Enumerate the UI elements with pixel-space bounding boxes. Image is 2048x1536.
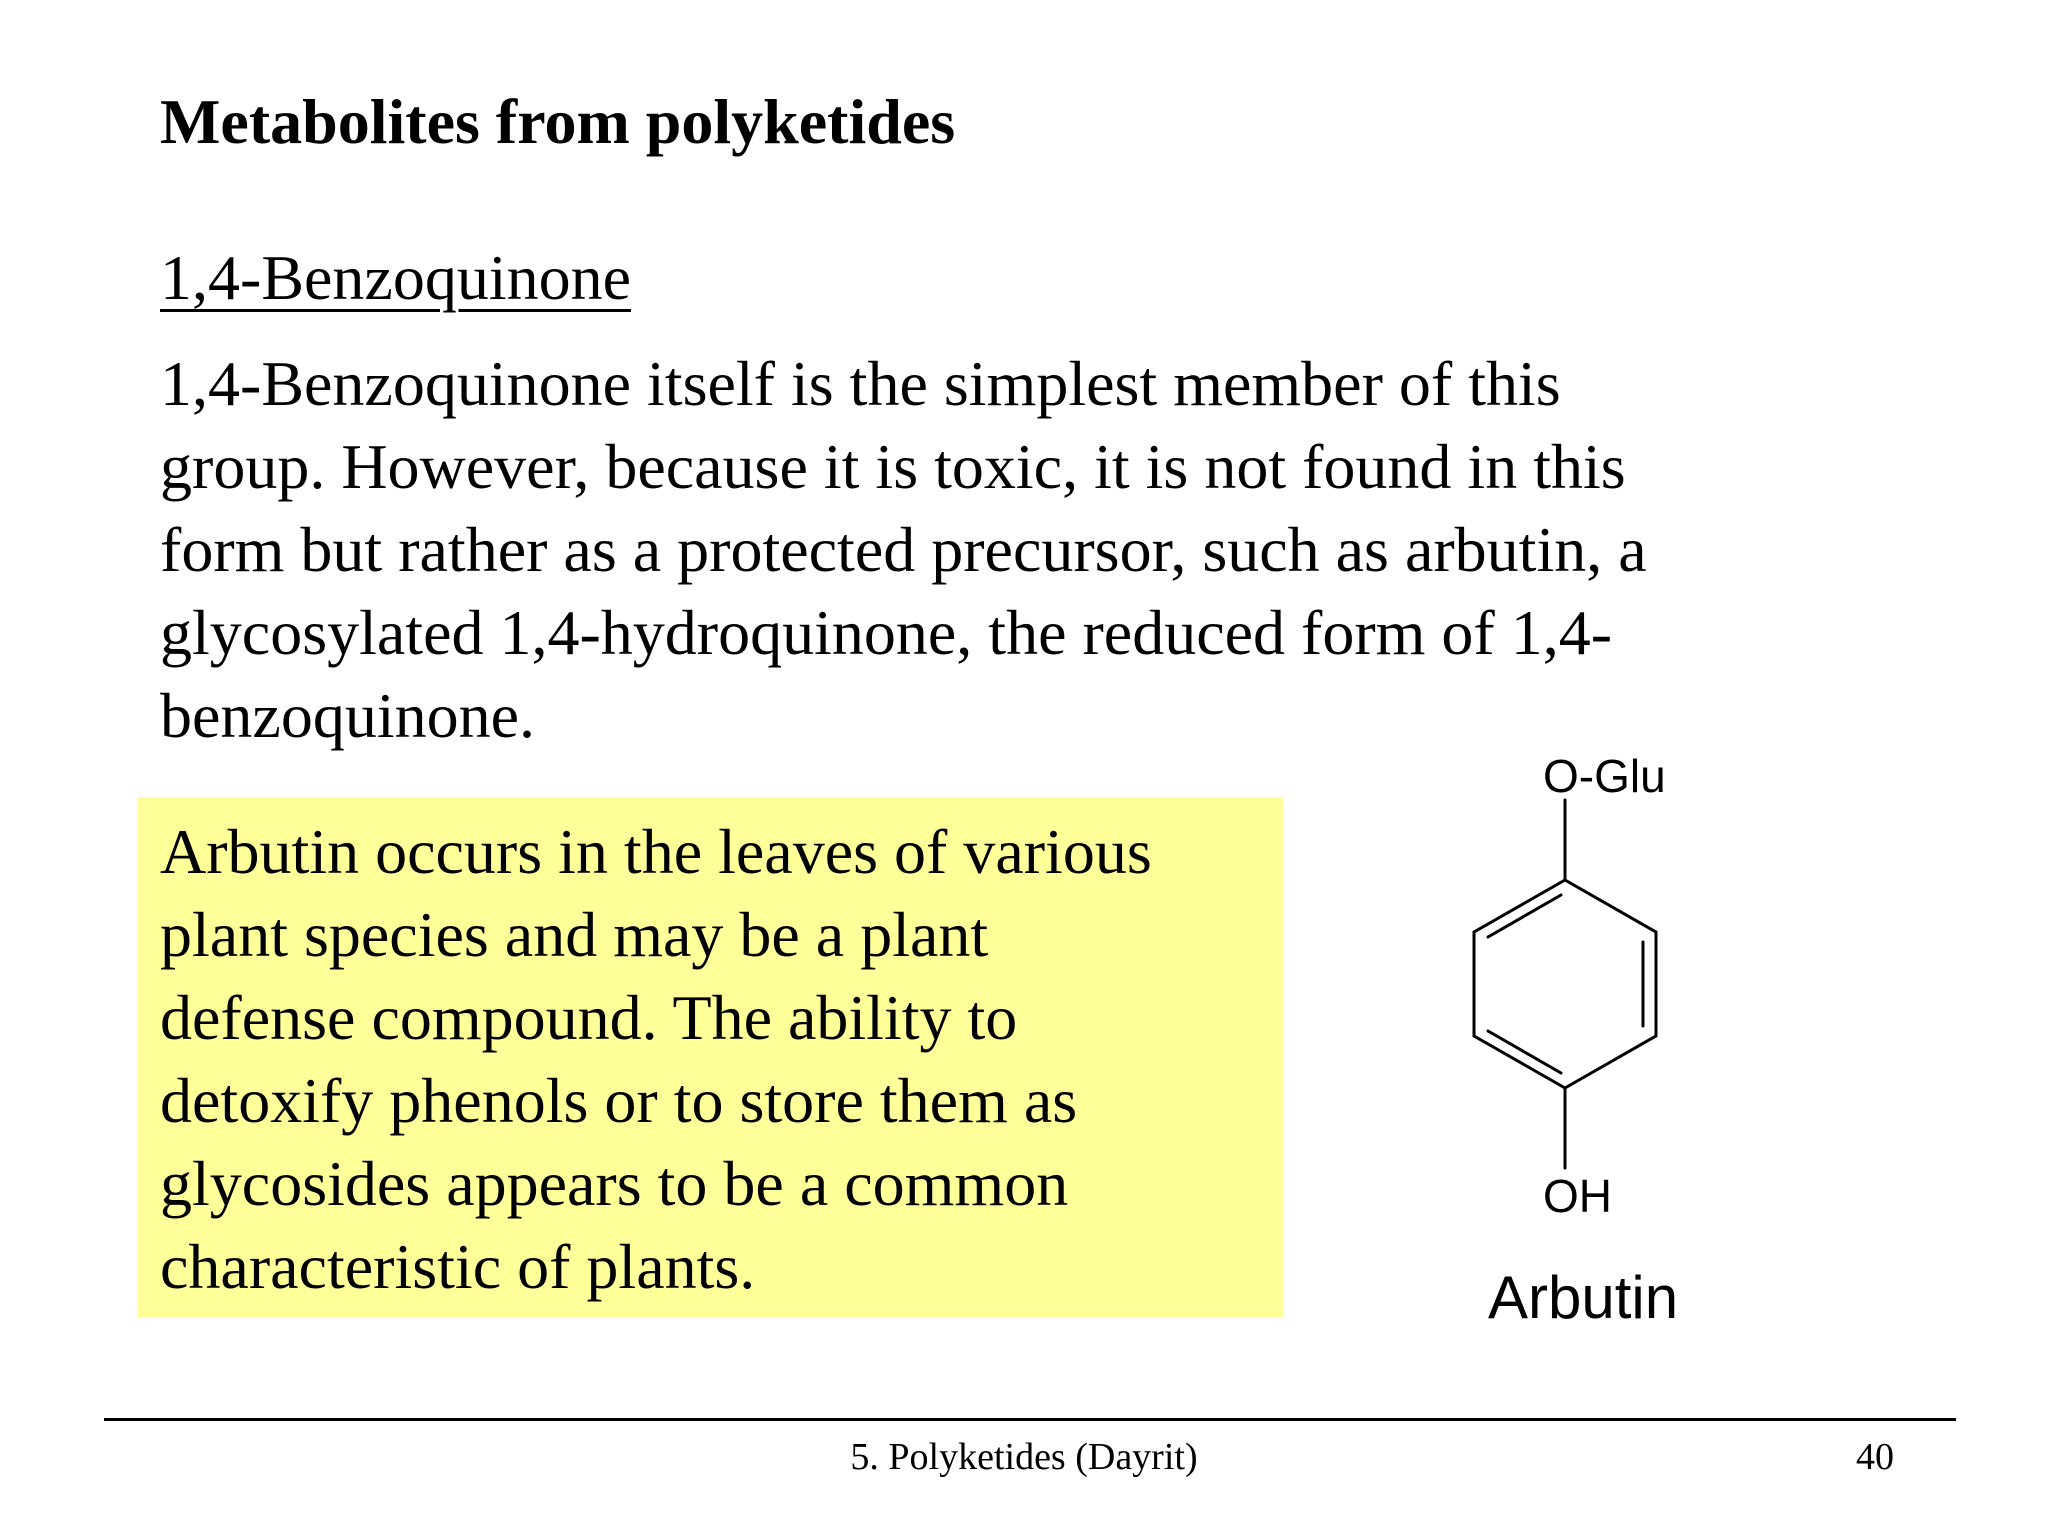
structure-compound-name: Arbutin bbox=[1488, 1264, 1679, 1331]
callout-line: glycosides appears to be a common bbox=[160, 1148, 1069, 1219]
callout-line: Arbutin occurs in the leaves of various bbox=[160, 816, 1152, 887]
body-line: form but rather as a protected precursor, such as arbutin, a bbox=[160, 514, 1647, 585]
callout-line: defense compound. The ability to bbox=[160, 982, 1018, 1053]
callout-paragraph bbox=[160, 810, 1152, 1308]
body-line: glycosylated 1,4-hydroquinone, the reduced form of 1,4- bbox=[160, 597, 1613, 668]
body-paragraph bbox=[160, 342, 1820, 757]
bond-ring-top-right bbox=[1565, 880, 1656, 932]
section-heading: 1,4-Benzoquinone bbox=[160, 242, 631, 313]
footer-divider bbox=[104, 1418, 1956, 1421]
body-line: group. However, because it is toxic, it is not found in this bbox=[160, 431, 1626, 502]
slide-title: Metabolites from polyketides bbox=[160, 86, 956, 157]
bond-ring-bottom-right bbox=[1565, 1036, 1656, 1088]
double-bond-bottom-left bbox=[1488, 1031, 1561, 1073]
callout-line: characteristic of plants. bbox=[160, 1231, 756, 1302]
structure-label-oh: OH bbox=[1543, 1170, 1612, 1222]
body-line: 1,4-Benzoquinone itself is the simplest member of this bbox=[160, 348, 1561, 419]
callout-line: detoxify phenols or to store them as bbox=[160, 1065, 1078, 1136]
structure-label-o-glu: O-Glu bbox=[1543, 750, 1666, 802]
bond-ring-bottom-left bbox=[1474, 1036, 1565, 1088]
callout-line: plant species and may be a plant bbox=[160, 899, 989, 970]
footer-caption: 5. Polyketides (Dayrit) bbox=[850, 1436, 1198, 1478]
arbutin-structure-diagram bbox=[1420, 740, 1740, 1340]
page-number: 40 bbox=[1856, 1436, 1894, 1478]
bond-ring-top-left bbox=[1474, 880, 1565, 932]
body-line: benzoquinone. bbox=[160, 680, 535, 751]
double-bond-top-left bbox=[1488, 895, 1561, 937]
